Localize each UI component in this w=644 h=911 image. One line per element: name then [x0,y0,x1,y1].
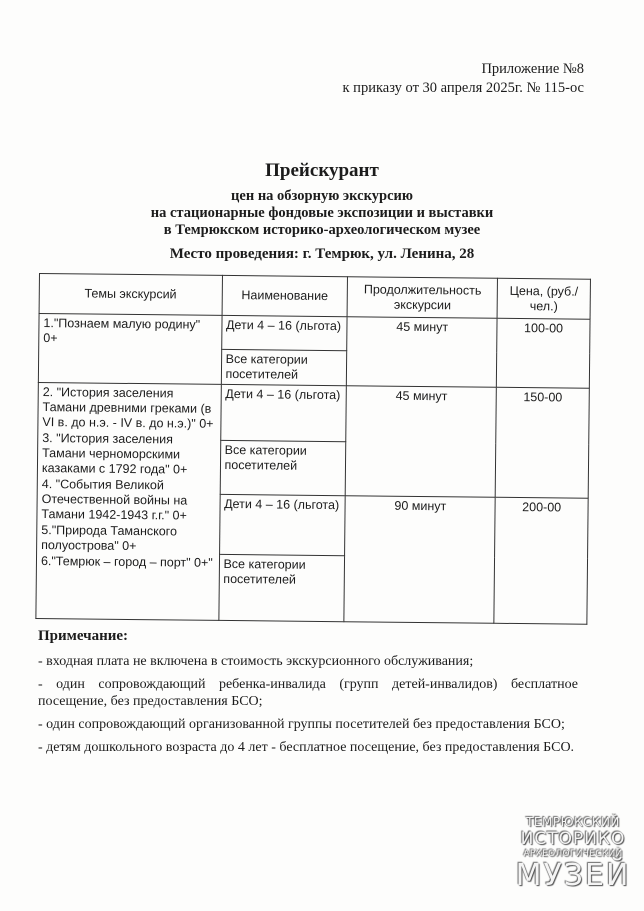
header-price: Цена, (руб./чел.) [497,278,590,319]
topic-cell-2 [36,382,221,620]
notes-section [38,628,578,762]
topic-item: 5."Природа Таманского полуострова" 0+ [41,523,178,554]
subtitle-line-1: цен на обзорную экскурсию [231,188,413,204]
topic-item: 4. "События Великой Отечественной войны на Тамани 1942-1943 г.г." 0+ [41,477,188,523]
annex-reference [343,60,584,98]
note-item: - детям дошкольного возраста до 4 лет - бесплатное посещение, без предоставления БСО. [38,740,575,755]
topic-item: 1."Познаем малую родину" 0+ [43,316,201,346]
document-title: Прейскурант [265,160,379,181]
venue-line: Место проведения: г. Темрюк, ул. Ленина, 28 [169,246,475,262]
category-all: Все категории посетителей [220,440,346,495]
topic-item: 2. "История заселения Тамани древними греками (в VI в. до н.э. - IV в. до н.э.)" 0+ [42,385,214,431]
topic-item: 3. "История заселения Тамани черноморскими казаками с 1792 года" 0+ [41,431,188,477]
price-cell: 150-00 [495,387,589,498]
annex-number: Приложение №8 [481,61,584,77]
note-item: - один сопровождающий организованной группы посетителей без предоставления БСО; [38,717,565,732]
price-cell: 100-00 [497,318,590,388]
category-all: Все категории посетителей [218,554,345,621]
watermark-line-2: ИСТОРИКО [520,829,626,849]
category-all: Все категории посетителей [221,349,347,385]
watermark-line-4: МУЗЕЙ [515,858,631,893]
category-children: Дети 4 – 16 (льгота) [219,494,345,555]
title-block [0,160,644,263]
subtitle-line-3: в Темрюкском историко-археологическом музее [163,222,481,238]
header-topics: Темы экскурсий [39,274,222,316]
note-item: - один сопровождающий ребенка-инвалида (групп детей-инвалидов) бесплатное посещение, без предоставления БСО; [38,677,578,709]
duration-cell: 45 минут [347,317,498,388]
price-table [35,273,591,625]
topic-cell-1 [38,314,221,385]
subtitle-line-2: на стационарные фондовые экспозиции и выставки [150,205,494,221]
watermark-line-3: АРХЕОЛОГИЧЕСКИЙ [523,849,623,859]
annex-order: к приказу от 30 апреля 2025г. № 115-ос [342,80,584,96]
topic-item: 6."Темрюк – город – порт" 0+" [40,554,213,570]
duration-cell: 45 минут [346,386,497,498]
header-duration: Продолжительность экскурсии [347,277,497,319]
category-children: Дети 4 – 16 (льгота) [220,384,346,441]
note-item: - входная плата не включена в стоимость экскурсионного обслуживания; [38,654,474,669]
museum-watermark [508,815,638,892]
price-cell: 200-00 [494,497,588,624]
watermark-line-1: ТЕМРЮКСКИЙ [526,815,620,829]
duration-cell: 90 минут [344,496,495,624]
header-name: Наименование [222,275,348,316]
notes-heading: Примечание: [38,628,129,644]
category-children: Дети 4 – 16 (льгота) [221,315,347,350]
